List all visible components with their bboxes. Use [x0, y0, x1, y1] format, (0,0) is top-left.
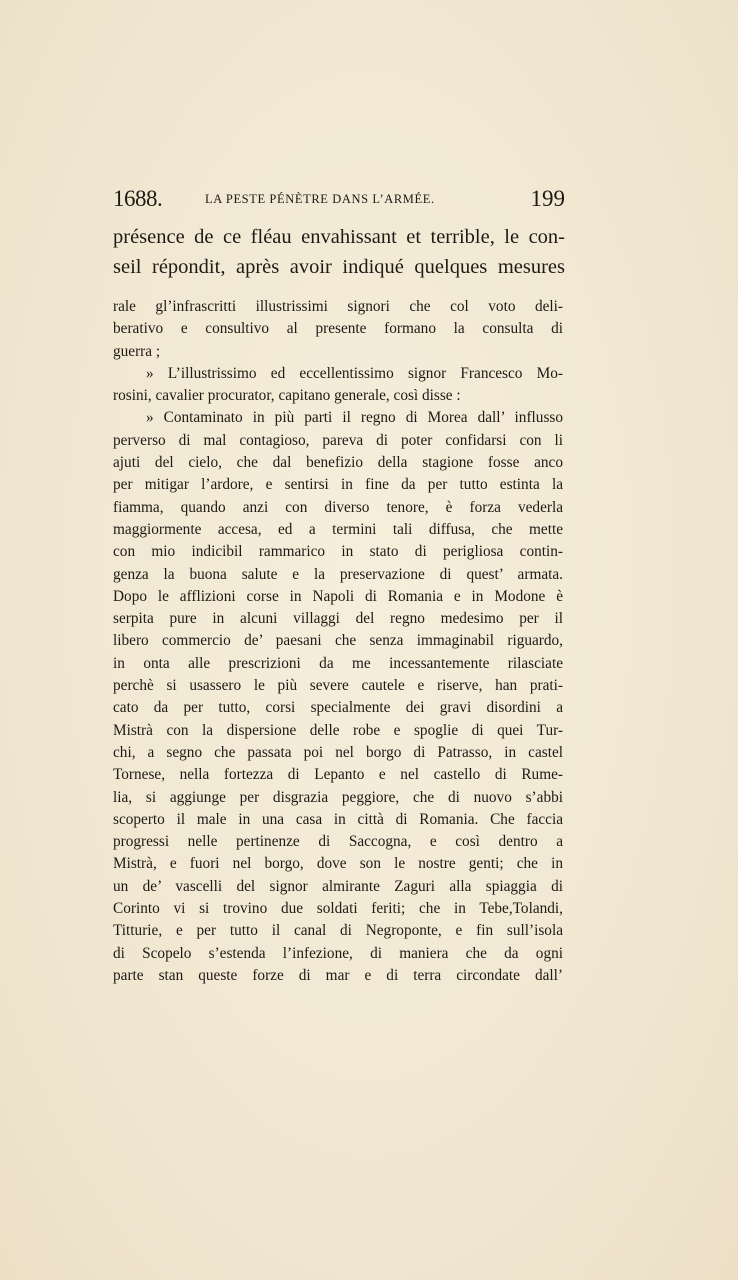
text-line: fiamma, quando anzi con diverso tenore, è forza vederla	[113, 498, 563, 516]
text-line: genza la buona salute e la preservazione di quest’ armata.	[113, 565, 563, 583]
text-line: parte stan queste forze di mar e di terra circondate dall’	[113, 966, 563, 984]
text-line: » L’illustrissimo ed eccellentissimo signor Francesco Mo-	[146, 364, 563, 382]
page-number: 199	[530, 186, 565, 211]
text-line: in onta alle prescrizioni da me incessantemente rilasciate	[113, 654, 563, 672]
text-line: rosini, cavalier procurator, capitano generale, così disse :	[113, 387, 461, 405]
text-line: serpita pure in alcuni villaggi del regno medesimo per il	[113, 610, 563, 628]
text-line: Mistrà con la dispersione delle robe e spoglie di quei Tur-	[113, 721, 563, 739]
header-year: 1688.	[113, 186, 163, 211]
text-line: » Contaminato in più parti il regno di Morea dall’ influsso	[146, 409, 563, 427]
french-line: seil répondit, après avoir indiqué quelques mesures	[113, 256, 565, 278]
text-line: con mio indicibil rammarico in stato di perigliosa contin-	[113, 543, 563, 561]
text-line: guerra ;	[113, 342, 161, 360]
text-line: maggiormente accesa, ed a termini tali diffusa, che mette	[113, 520, 563, 538]
text-line: scoperto il male in una casa in città di Romania. Che faccia	[113, 810, 563, 828]
text-line: berativo e consultivo al presente formano la consulta di	[113, 320, 563, 338]
text-line: ajuti del cielo, che dal benefizio della stagione fosse anco	[113, 454, 563, 472]
text-line: per mitigar l’ardore, e sentirsi in fine da per tutto estinta la	[113, 476, 563, 494]
text-line: un de’ vascelli del signor almirante Zaguri alla spiaggia di	[113, 877, 563, 895]
text-line: rale gl’infrascritti illustrissimi signori che col voto deli-	[113, 298, 563, 315]
text-line: Dopo le afflizioni corse in Napoli di Romania e in Modone è	[113, 587, 563, 605]
text-line: lia, si aggiunge per disgrazia peggiore, che di nuovo s’abbi	[113, 788, 563, 806]
text-line: perverso di mal contagioso, pareva di poter confidarsi con li	[113, 431, 563, 449]
header-title: LA PESTE PÉNÈTRE DANS L’ARMÉE.	[205, 192, 435, 206]
text-line: cato da per tutto, corsi specialmente dei gravi disordini a	[113, 699, 563, 717]
text-line: chi, a segno che passata poi nel borgo di Patrasso, in castel	[113, 743, 563, 761]
running-header	[113, 186, 565, 216]
text-line: di Scopelo s’estenda l’infezione, di maniera che da ogni	[113, 944, 563, 962]
text-line: perchè si usassero le più severe cautele e riserve, han prati-	[113, 677, 563, 695]
text-line: libero commercio de’ paesani che senza immaginabil riguardo,	[113, 632, 563, 650]
text-line: progressi nelle pertinenze di Saccogna, e così dentro a	[113, 833, 563, 851]
text-line: Mistrà, e fuori nel borgo, dove son le nostre genti; che in	[113, 855, 563, 873]
text-line: Titturie, e per tutto il canal di Negroponte, e fin sull’isola	[113, 922, 563, 940]
french-text-block	[113, 222, 565, 282]
text-line: Tornese, nella fortezza di Lepanto e nel castello di Rume-	[113, 766, 563, 784]
text-line: Corinto vi si trovino due soldati feriti; che in Tebe,Tolandi,	[113, 900, 563, 918]
italian-quotation-block	[113, 296, 563, 987]
french-line: présence de ce fléau envahissant et terrible, le con-	[113, 226, 565, 248]
